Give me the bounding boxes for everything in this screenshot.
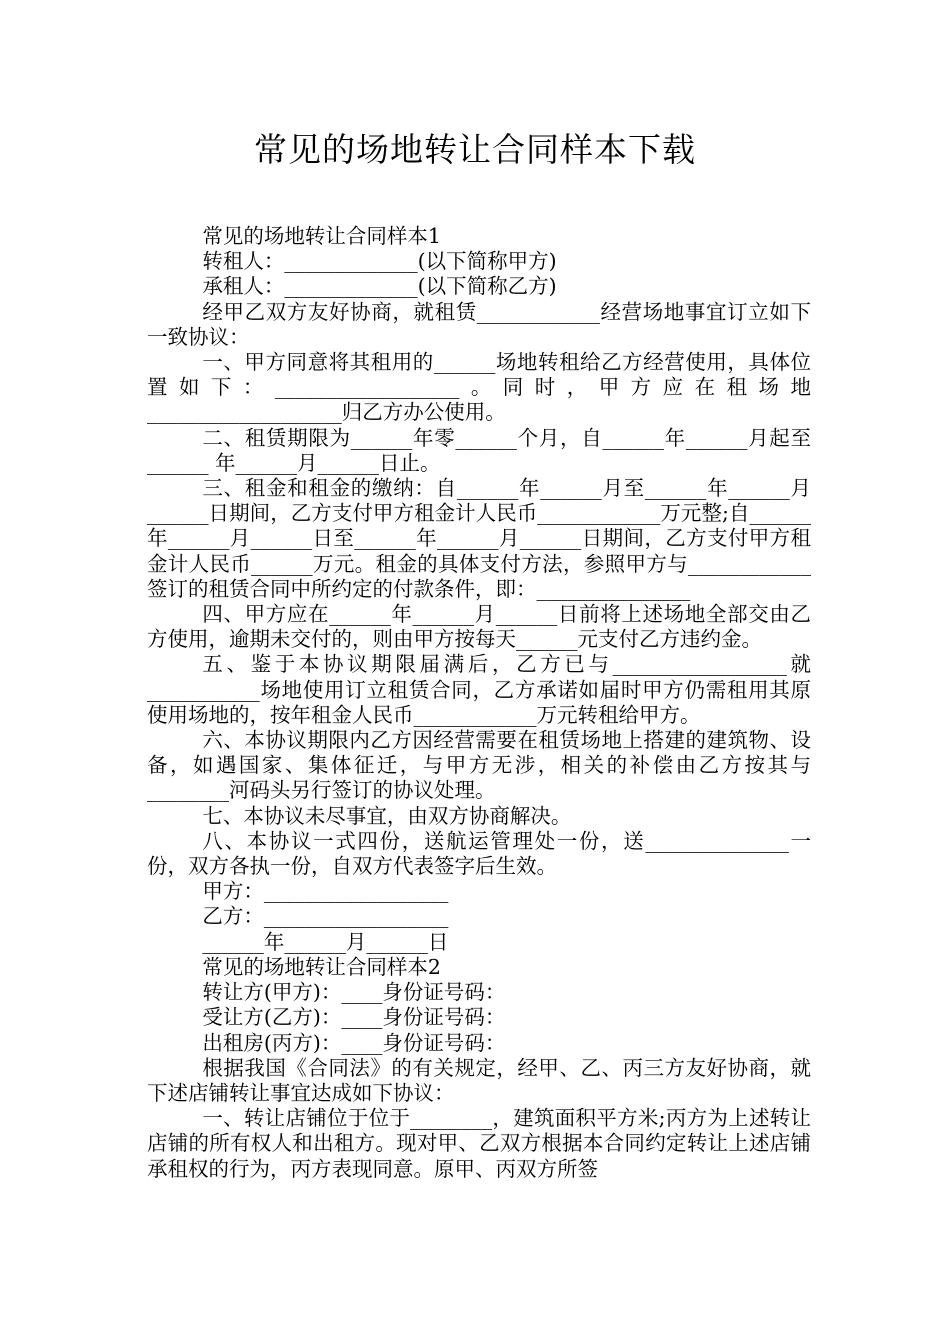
paragraph: 受让方(乙方)：____身份证号码： [202,1005,506,1030]
paragraph: 一、转让店铺位于位于________，建筑面积平方米;丙方为上述转让店铺的所有权人和出租方。现对甲、乙双方根据本合同约定转让上述店铺承租权的行为，丙方表现同意。原甲、丙双方所签 [147,1106,811,1181]
paragraph: 常见的场地转让合同样本1 [202,224,441,248]
paragraph: 经甲乙双方友好协商，就租赁____________经营场地事宜订立如下一致协议： [147,299,811,349]
paragraph: 根据我国《合同法》的有关规定，经甲、乙、丙三方友好协商，就下述店铺转让事宜达成如下协议： [147,1055,811,1105]
document-title: 常见的场地转让合同样本下载 [254,130,696,169]
paragraph: 三、租金和租金的缴纳：自______年______月至______年______月______日期间，乙方支付甲方租金计人民币____________万元整;自______年______月______日至______年______月______日期间，乙方支付甲方租金计人民币______万元。租金的具体支付方法，参照甲方与____________签订的租赁合同中所约定的付款条件，即：_______________ [147,476,811,601]
document-body [147,224,811,1182]
section-heading: 常见的场地转让合同样本2 [202,954,441,979]
signature-line-party-b: 乙方：__________________ [202,904,449,929]
paragraph: 转租人：_____________(以下简称甲方) [202,249,557,274]
paragraph: 承租人：_____________(以下简称乙方) [202,274,557,299]
paragraph: 五、鉴于本协议期限届满后，乙方已与_________________就___________场地使用订立租赁合同，乙方承诺如届时甲方仍需租用其原使用场地的，按年租金人民币____________万元转租给甲方。 [147,652,811,727]
paragraph: 七、本协议未尽事宜，由双方协商解决。 [202,803,572,828]
paragraph: 转让方(甲方)：____身份证号码： [202,980,506,1005]
paragraph: 四、甲方应在______年______月______日前将上述场地全部交由乙方使用，逾期未交付的，则由甲方按每天______元支付乙方违约金。 [147,602,811,652]
paragraph: 出租房(丙方)：____身份证号码： [202,1030,506,1055]
paragraph: 六、本协议期限内乙方因经营需要在租赁场地上搭建的建筑物、设备，如遇国家、集体征迁，与甲方无涉，相关的补偿由乙方按其与________河码头另行签订的协议处理。 [147,728,811,803]
paragraph: 一、甲方同意将其租用的______场地转租给乙方经营使用，具体位置如下：__________________。同时，甲方应在租场地___________________归乙方办公使用。 [147,350,811,425]
signature-line-party-a: 甲方：__________________ [202,879,449,904]
paragraph: 二、租赁期限为______年零______个月，自______年______月起至______ 年______月______日止。 [147,425,811,475]
date-line: ______年______月______日 [202,929,449,954]
paragraph: 八、本协议一式四份，送航运管理处一份，送______________一份，双方各执一份，自双方代表签字后生效。 [147,828,811,879]
